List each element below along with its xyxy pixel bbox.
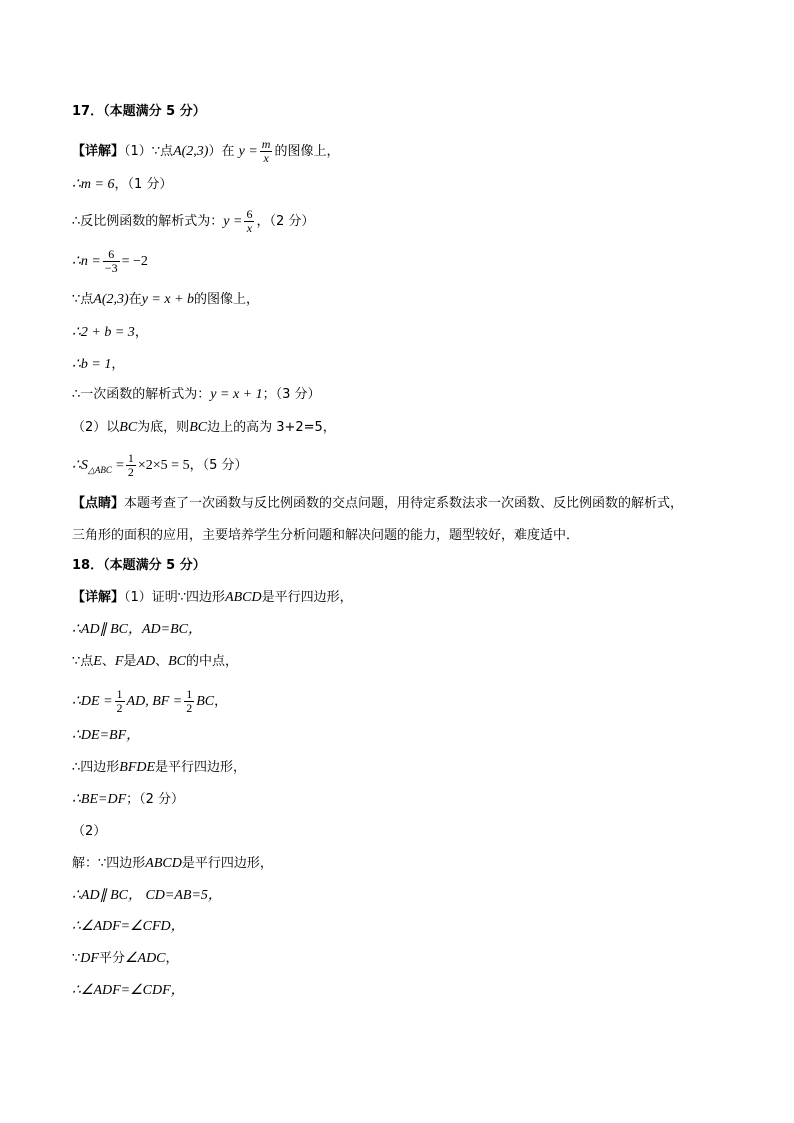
math-expr: ∴m = 6 — [72, 177, 115, 192]
fraction-6-over-x — [244, 208, 254, 235]
text-segment: 是平行四边形， — [155, 760, 247, 775]
y-equals: y = — [223, 214, 243, 229]
math-expr: ∴∠ADF=∠CDF， — [72, 983, 185, 998]
text-segment: 的图像上， — [194, 292, 260, 307]
math-expr: DF — [80, 951, 99, 966]
fraction-1-over-2 — [126, 452, 136, 479]
text-segment: 是 — [123, 654, 137, 669]
frac-den: 2 — [186, 701, 193, 715]
frac-den: −3 — [104, 261, 118, 275]
math-expr: BFDE — [119, 760, 156, 775]
math-expr: ∴BE=DF — [72, 792, 127, 807]
q18-line-9 — [72, 855, 273, 873]
math-expr: F — [114, 654, 124, 669]
text-segment: ；（3 分） — [262, 387, 321, 402]
q18-line-6 — [72, 759, 246, 777]
q17-line-2 — [72, 176, 172, 194]
fraction-6-over-neg3 — [103, 248, 120, 275]
text-segment: ，（2 分） — [256, 214, 315, 229]
detail-tag: 【详解】 — [72, 590, 125, 605]
frac-num: 1 — [116, 687, 123, 701]
math-expr: BC — [196, 694, 215, 709]
comment-tag: 【点睛】 — [72, 496, 125, 511]
math-expr: ABCD — [225, 590, 262, 605]
q17-comment-line-2: 三角形的面积的应用，主要培养学生分析问题和解决问题的能力，题型较好，难度适中． — [72, 528, 580, 543]
fraction-1-over-2 — [184, 688, 194, 715]
part-label: （1）∵点 — [124, 144, 174, 159]
q18-line-4 — [72, 688, 227, 715]
q17-line-7 — [72, 356, 124, 374]
frac-den: 2 — [116, 701, 123, 715]
math-expr: y = x + 1 — [210, 387, 263, 402]
math-expr: AD — [136, 654, 156, 669]
text-segment: ∴反比例函数的解析式为： — [72, 214, 224, 229]
fraction-m-over-x — [260, 138, 273, 165]
math-expr: ∴DE = — [72, 694, 113, 709]
text-segment: （1）证明∵四边形 — [124, 590, 226, 605]
text-segment: 的图像上， — [274, 144, 340, 159]
comment-text: 本题考查了一次函数与反比例函数的交点问题，用待定系数法求一次函数、反比例函数的解析式， — [124, 496, 684, 511]
y-equals: y = — [238, 144, 258, 159]
text-segment: ）在 — [208, 144, 235, 159]
frac-num: 6 — [246, 207, 253, 221]
text-segment: 是平行四边形， — [261, 590, 353, 605]
text-segment: 、 — [155, 654, 169, 669]
q18-line-7 — [72, 791, 184, 809]
frac-num: m — [261, 137, 271, 151]
q18-line-5 — [72, 727, 140, 745]
q17-line-9 — [72, 419, 336, 437]
math-expr: ∴n = — [72, 254, 101, 269]
text-segment: 在 — [128, 292, 142, 307]
text-segment: ∵点 — [72, 292, 94, 307]
text-segment: ， — [214, 694, 228, 709]
text-segment: （2）以 — [72, 420, 120, 435]
q18-line-13 — [72, 982, 185, 1000]
q18-heading: 18．（本题满分 5 分） — [72, 558, 206, 573]
math-expr: ∴AD∥ BC， CD=AB=5， — [72, 888, 222, 903]
math-expr: E — [93, 654, 102, 669]
q18-line-2 — [72, 621, 202, 639]
text-segment: ∵点 — [72, 654, 94, 669]
q17-comment-line-1 — [72, 495, 683, 513]
math-expr: AD, BF = — [126, 694, 183, 709]
frac-den: x — [246, 221, 253, 235]
math-expr: BC — [119, 420, 138, 435]
math-expr: BC — [189, 420, 208, 435]
math-expr: ∴AD∥ BC，AD=BC， — [72, 622, 202, 637]
text-segment: ∵ — [72, 951, 81, 966]
text-segment: ，（5 分） — [189, 458, 248, 473]
q17-line-5 — [72, 291, 259, 309]
frac-num: 6 — [103, 248, 120, 262]
q18-line-8: （2） — [72, 824, 107, 839]
q17-line-6 — [72, 324, 148, 342]
q18-line-10 — [72, 887, 222, 905]
math-expr: ABCD — [145, 856, 182, 871]
frac-den: x — [263, 151, 269, 165]
text-segment: ， — [165, 951, 179, 966]
text-segment: 是平行四边形， — [181, 856, 273, 871]
math-expr: ×2×5 = 5 — [137, 458, 190, 473]
frac-num: 1 — [186, 687, 193, 701]
fraction-1-over-2 — [115, 688, 125, 715]
text-segment: 为底，则 — [137, 420, 190, 435]
q17-line-1 — [72, 138, 339, 165]
q17-line-3 — [72, 208, 314, 235]
point-a: A(2,3) — [173, 144, 209, 159]
text-segment: ，（1 分） — [114, 177, 173, 192]
text-segment: ∴四边形 — [72, 760, 120, 775]
text-segment: ， — [134, 325, 148, 340]
frac-den: 2 — [127, 465, 134, 479]
text-segment: 的中点， — [186, 654, 239, 669]
math-expr: = — [115, 458, 124, 473]
text-segment: ， — [111, 357, 125, 372]
text-segment: 解：∵四边形 — [72, 856, 146, 871]
math-expr: ∴S — [72, 458, 88, 473]
q18-line-1 — [72, 589, 353, 607]
math-expr: = −2 — [121, 254, 148, 269]
math-expr: y = x + b — [141, 292, 195, 307]
q17-heading: 17．（本题满分 5 分） — [72, 104, 206, 119]
math-expr: ∠ADC — [124, 951, 166, 966]
q18-line-3 — [72, 653, 238, 671]
text-segment: ；（2 分） — [126, 792, 185, 807]
text-segment: 平分 — [98, 951, 125, 966]
math-expr: ∴2 + b = 3 — [72, 325, 135, 340]
q17-line-10 — [72, 452, 247, 479]
detail-tag: 【详解】 — [72, 144, 125, 159]
math-subscript: △ABC — [87, 465, 112, 475]
math-expr: ∴DE=BF， — [72, 728, 141, 743]
text-segment: 边上的高为 3+2=5， — [207, 420, 336, 435]
math-expr: ∴∠ADF=∠CFD， — [72, 919, 185, 934]
math-expr: BC — [168, 654, 187, 669]
text-segment: ∴一次函数的解析式为： — [72, 387, 211, 402]
text-segment: 、 — [101, 654, 115, 669]
q17-line-8 — [72, 386, 321, 404]
frac-num: 1 — [127, 451, 134, 465]
q17-line-4 — [72, 248, 148, 275]
q18-line-11 — [72, 918, 185, 936]
point-a: A(2,3) — [93, 292, 129, 307]
math-expr: ∴b = 1 — [72, 357, 112, 372]
q18-line-12 — [72, 950, 179, 968]
